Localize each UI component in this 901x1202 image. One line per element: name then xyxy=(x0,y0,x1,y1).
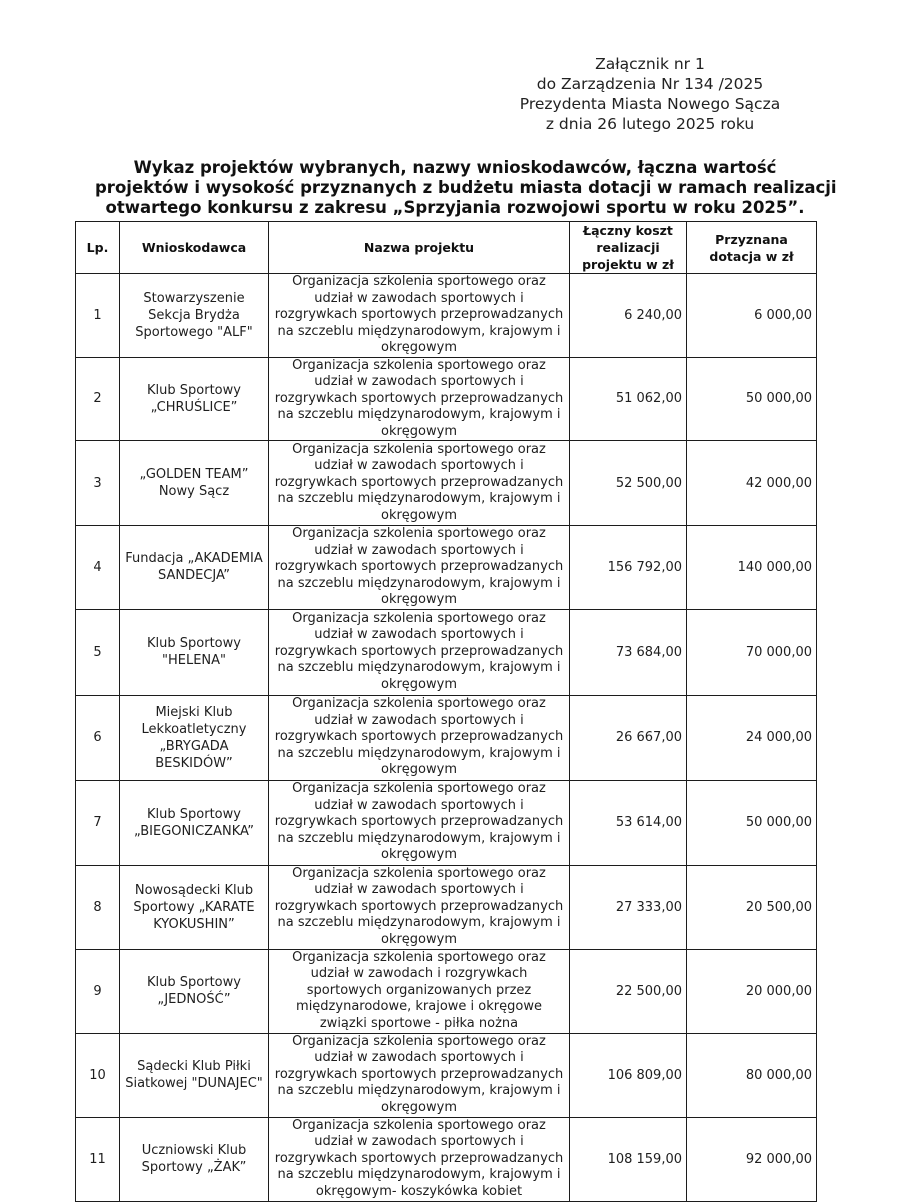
cell-total-cost: 52 500,00 xyxy=(570,441,687,526)
cell-total-cost: 22 500,00 xyxy=(570,949,687,1033)
cell-grant: 24 000,00 xyxy=(687,695,817,780)
cell-project-name: Organizacja szkolenia sportowego oraz udział w zawodach sportowych i rozgrywkach sportowych przeprowadzanych na szczeblu międzynarodowym, krajowym i okręgowym xyxy=(269,609,570,695)
cell-grant: 50 000,00 xyxy=(687,780,817,865)
annex-number: Załącznik nr 1 xyxy=(595,55,705,73)
table-row xyxy=(76,949,817,1033)
cell-lp: 1 xyxy=(76,274,120,358)
annex-order-ref: do Zarządzenia Nr 134 /2025 xyxy=(536,75,764,93)
cell-lp: 6 xyxy=(76,695,120,780)
title-line-3: otwartego konkursu z zakresu „Sprzyjania rozwojowi sportu w roku 2025”. xyxy=(105,198,805,217)
title-line-2: projektów i wysokość przyznanych z budżetu miasta dotacji w ramach realizacji xyxy=(95,178,837,197)
cell-applicant: Fundacja „AKADEMIA SANDECJA” xyxy=(120,526,269,610)
cell-grant: 50 000,00 xyxy=(687,357,817,441)
cell-lp: 10 xyxy=(76,1033,120,1117)
cell-grant: 20 000,00 xyxy=(687,949,817,1033)
table-row xyxy=(76,609,817,695)
cell-total-cost: 156 792,00 xyxy=(570,526,687,610)
cell-lp: 5 xyxy=(76,609,120,695)
cell-applicant: Klub Sportowy „CHRUŚLICE” xyxy=(120,357,269,441)
cell-grant: 20 500,00 xyxy=(687,865,817,949)
grants-table xyxy=(75,221,817,1202)
cell-grant: 80 000,00 xyxy=(687,1033,817,1117)
cell-applicant: Stowarzyszenie Sekcja Brydża Sportowego "ALF" xyxy=(120,274,269,358)
table-row xyxy=(76,1033,817,1117)
cell-total-cost: 6 240,00 xyxy=(570,274,687,358)
table-row xyxy=(76,865,817,949)
cell-total-cost: 53 614,00 xyxy=(570,780,687,865)
cell-applicant: Klub Sportowy „BIEGONICZANKA” xyxy=(120,780,269,865)
cell-grant: 70 000,00 xyxy=(687,609,817,695)
cell-applicant: Nowosądecki Klub Sportowy „KARATE KYOKUSHIN” xyxy=(120,865,269,949)
header-project: Nazwa projektu xyxy=(269,222,570,274)
cell-lp: 3 xyxy=(76,441,120,526)
annex-date: z dnia 26 lutego 2025 roku xyxy=(545,115,755,133)
table-row xyxy=(76,695,817,780)
cell-project-name: Organizacja szkolenia sportowego oraz udział w zawodach sportowych i rozgrywkach sportowych przeprowadzanych na szczeblu międzynarodowym, krajowym i okręgowym xyxy=(269,357,570,441)
table-row xyxy=(76,1117,817,1201)
cell-lp: 9 xyxy=(76,949,120,1033)
cell-project-name: Organizacja szkolenia sportowego oraz udział w zawodach sportowych i rozgrywkach sportowych przeprowadzanych na szczeblu międzynarodowym, krajowym i okręgowym xyxy=(269,1033,570,1117)
cell-lp: 8 xyxy=(76,865,120,949)
cell-grant: 92 000,00 xyxy=(687,1117,817,1201)
cell-applicant: Miejski Klub Lekkoatletyczny „BRYGADA BESKIDÓW” xyxy=(120,695,269,780)
cell-lp: 11 xyxy=(76,1117,120,1201)
header-applicant: Wnioskodawca xyxy=(120,222,269,274)
document-title xyxy=(95,158,837,218)
cell-grant: 6 000,00 xyxy=(687,274,817,358)
annex-issuer: Prezydenta Miasta Nowego Sącza xyxy=(519,95,781,113)
cell-project-name: Organizacja szkolenia sportowego oraz udział w zawodach i rozgrywkach sportowych organizowanych przez międzynarodowe, krajowe i okręgowe związki sportowe - piłka nożna xyxy=(269,949,570,1033)
cell-project-name: Organizacja szkolenia sportowego oraz udział w zawodach sportowych i rozgrywkach sportowych przeprowadzanych na szczeblu międzynarodowym, krajowym i okręgowym xyxy=(269,274,570,358)
cell-total-cost: 108 159,00 xyxy=(570,1117,687,1201)
title-line-1: Wykaz projektów wybranych, nazwy wnioskodawców, łączna wartość xyxy=(133,158,777,177)
cell-total-cost: 26 667,00 xyxy=(570,695,687,780)
cell-project-name: Organizacja szkolenia sportowego oraz udział w zawodach sportowych i rozgrywkach sportowych przeprowadzanych na szczeblu międzynarodowym, krajowym i okręgowym xyxy=(269,780,570,865)
cell-applicant: Klub Sportowy „JEDNOŚĆ” xyxy=(120,949,269,1033)
cell-applicant: Sądecki Klub Piłki Siatkowej "DUNAJEC" xyxy=(120,1033,269,1117)
table-row xyxy=(76,357,817,441)
annex-header xyxy=(480,54,820,134)
cell-lp: 7 xyxy=(76,780,120,865)
cell-total-cost: 106 809,00 xyxy=(570,1033,687,1117)
cell-project-name: Organizacja szkolenia sportowego oraz udział w zawodach sportowych i rozgrywkach sportowych przeprowadzanych na szczeblu międzynarodowym, krajowym i okręgowym xyxy=(269,526,570,610)
cell-grant: 42 000,00 xyxy=(687,441,817,526)
cell-applicant: „GOLDEN TEAM” Nowy Sącz xyxy=(120,441,269,526)
cell-project-name: Organizacja szkolenia sportowego oraz udział w zawodach sportowych i rozgrywkach sportowych przeprowadzanych na szczeblu międzynarodowym, krajowym i okręgowym xyxy=(269,441,570,526)
header-total-cost: Łączny koszt realizacji projektu w zł xyxy=(570,222,687,274)
cell-project-name: Organizacja szkolenia sportowego oraz udział w zawodach sportowych i rozgrywkach sportowych przeprowadzanych na szczeblu międzynarodowym, krajowym i okręgowym xyxy=(269,865,570,949)
cell-applicant: Klub Sportowy "HELENA" xyxy=(120,609,269,695)
table-header-row xyxy=(76,222,817,274)
cell-grant: 140 000,00 xyxy=(687,526,817,610)
cell-total-cost: 27 333,00 xyxy=(570,865,687,949)
cell-applicant: Uczniowski Klub Sportowy „ŻAK” xyxy=(120,1117,269,1201)
cell-total-cost: 51 062,00 xyxy=(570,357,687,441)
cell-project-name: Organizacja szkolenia sportowego oraz udział w zawodach sportowych i rozgrywkach sportowych przeprowadzanych na szczeblu międzynarodowym, krajowym i okręgowym xyxy=(269,695,570,780)
table-row xyxy=(76,441,817,526)
cell-total-cost: 73 684,00 xyxy=(570,609,687,695)
table-row xyxy=(76,526,817,610)
cell-lp: 4 xyxy=(76,526,120,610)
table-row xyxy=(76,780,817,865)
table-row xyxy=(76,274,817,358)
header-grant: Przyznana dotacja w zł xyxy=(687,222,817,274)
cell-lp: 2 xyxy=(76,357,120,441)
header-lp: Lp. xyxy=(76,222,120,274)
cell-project-name: Organizacja szkolenia sportowego oraz udział w zawodach sportowych i rozgrywkach sportowych przeprowadzanych na szczeblu międzynarodowym, krajowym i okręgowym- koszykówka kobiet xyxy=(269,1117,570,1201)
